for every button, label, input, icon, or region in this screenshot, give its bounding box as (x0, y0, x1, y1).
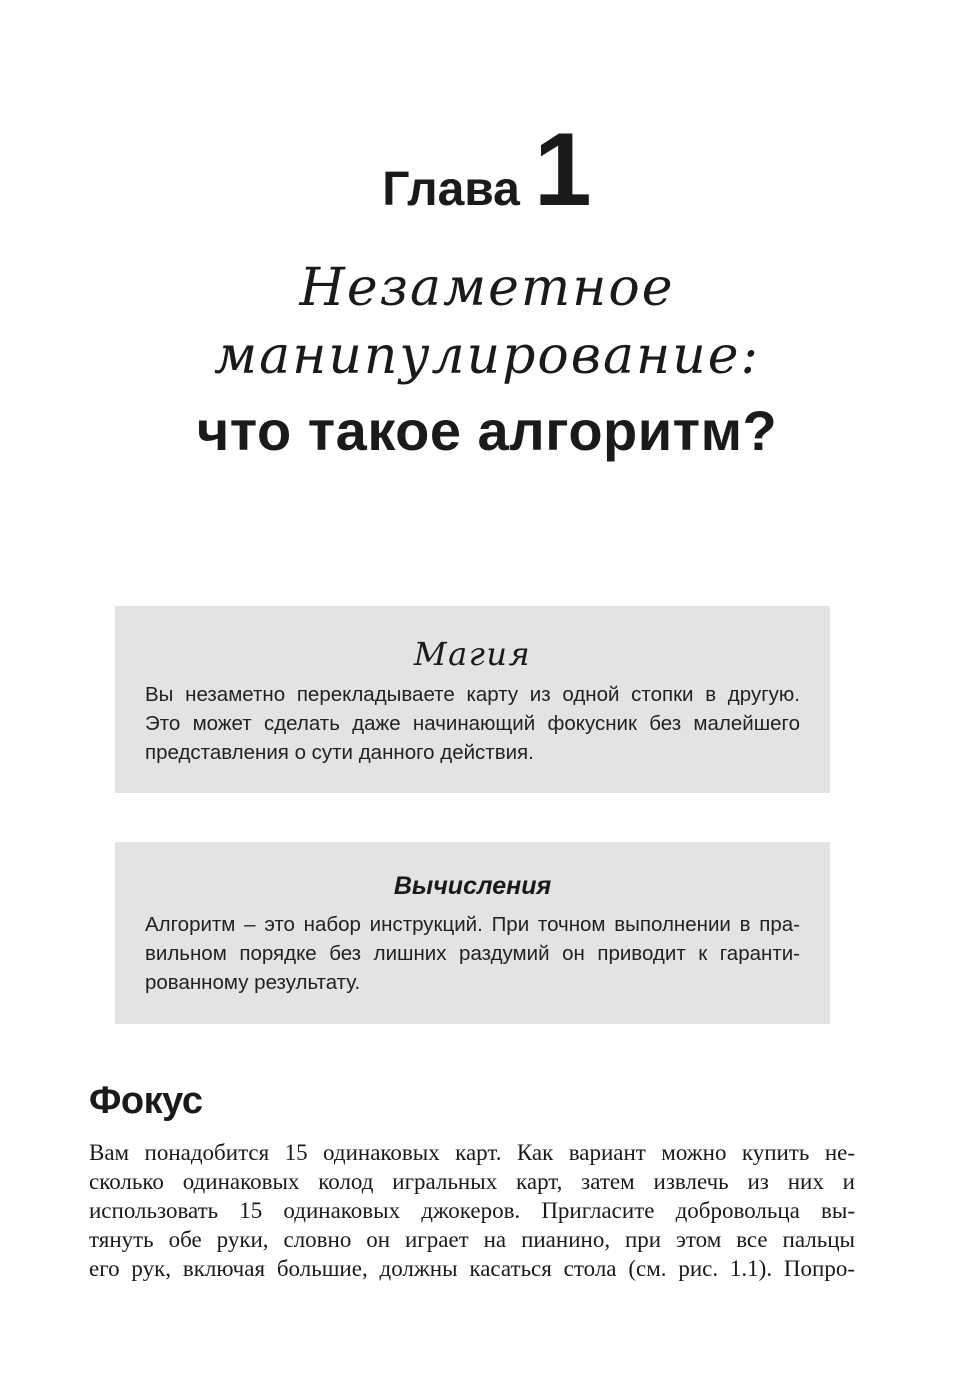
magic-box-line: Это может сделать даже начинающий фокусник без малейшего (145, 712, 800, 735)
computing-box-line: Алгоритм – это набор инструкций. При точном выполнении в пра- (145, 913, 800, 936)
body-line: тянуть обе руки, словно он играет на пианино, при этом все пальцы (89, 1227, 855, 1252)
chapter-number: 1 (533, 112, 592, 228)
computing-box-text (145, 910, 800, 997)
body-line: Вам понадобится 15 одинаковых карт. Как вариант можно купить не- (89, 1140, 855, 1165)
magic-box-heading: Магия (413, 635, 532, 673)
body-line: использовать 15 одинаковых джокеров. Пригласите добровольца вы- (89, 1198, 855, 1223)
computing-box-heading: Вычисления (393, 872, 552, 900)
magic-box-text (145, 680, 800, 767)
body-line: его рук, включая большие, должны касаться стола (см. рис. 1.1). Попро- (89, 1256, 855, 1281)
magic-box-line: представления о сути данного действия. (145, 741, 534, 764)
body-paragraph (89, 1138, 855, 1283)
magic-box-line: Вы незаметно перекладываете карту из одной стопки в другую. (145, 683, 800, 706)
chapter-title-line-3: что такое алгоритм? (196, 399, 778, 462)
computing-box-line: рованному результату. (145, 971, 361, 994)
computing-box (115, 842, 830, 1024)
chapter-title-line-2: манипулирование: (213, 326, 760, 386)
section-heading: Фокус (89, 1080, 203, 1122)
chapter-label (0, 112, 974, 228)
magic-box (115, 606, 830, 793)
chapter-word: Глава (382, 163, 520, 216)
computing-box-line: вильном порядке без лишних раздумий он приводит к гаранти- (145, 942, 800, 965)
body-line: сколько одинаковых колод игральных карт, затем извлечь из них и (89, 1169, 855, 1194)
chapter-title-line-1: Незаметное (299, 258, 675, 318)
